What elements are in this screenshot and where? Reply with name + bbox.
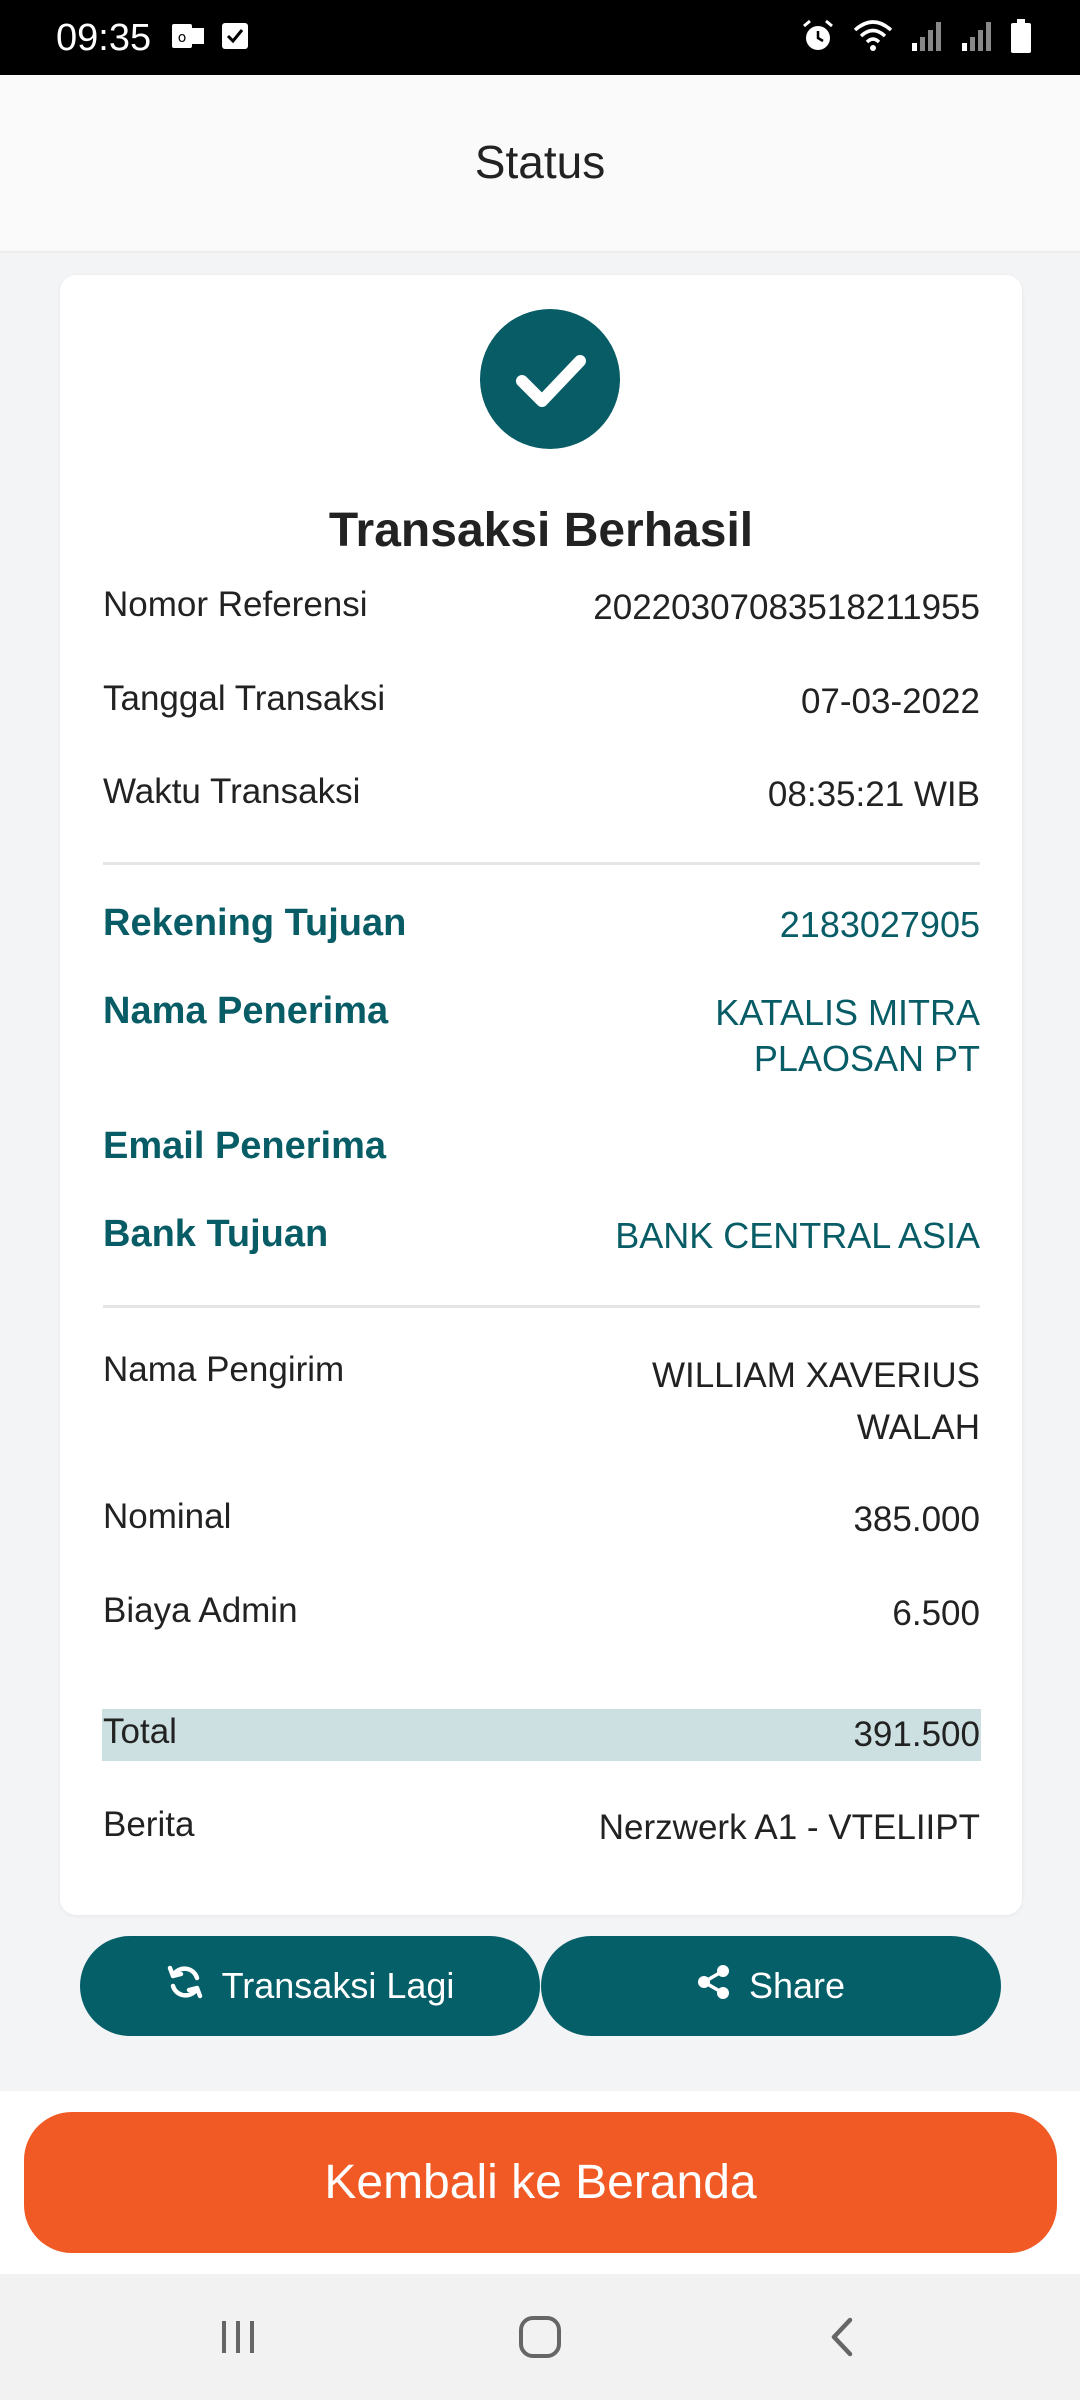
row-value: 20220307083518211955 xyxy=(593,588,980,627)
success-check-icon xyxy=(480,309,620,449)
recent-apps-icon[interactable] xyxy=(198,2304,278,2370)
transaction-status-title: Transaksi Berhasil xyxy=(328,504,754,557)
status-bar xyxy=(0,0,1080,75)
row-value: 07-03-2022 xyxy=(800,682,980,721)
back-nav-icon[interactable] xyxy=(802,2304,882,2370)
row-value-line: WALAH xyxy=(856,1408,980,1447)
row-message xyxy=(103,1805,980,1851)
row-amount xyxy=(103,1497,980,1543)
row-sender-name xyxy=(103,1350,980,1454)
refresh-icon xyxy=(166,1963,204,2010)
outlook-icon xyxy=(170,20,206,57)
repeat-transaction-label: Transaksi Lagi xyxy=(221,1965,455,2006)
divider xyxy=(103,1305,980,1308)
row-total xyxy=(103,1712,980,1758)
row-value: 385.000 xyxy=(853,1500,980,1539)
row-value-line: KATALIS MITRA xyxy=(715,992,980,1033)
checkbox-icon xyxy=(220,20,250,57)
status-left-icons xyxy=(170,20,250,57)
row-label: Nama Pengirim xyxy=(103,1350,345,1389)
row-value: 6.500 xyxy=(892,1594,980,1633)
row-label: Nama Penerima xyxy=(103,990,389,1032)
row-label: Bank Tujuan xyxy=(103,1213,329,1255)
row-value: Nerzwerk A1 - VTELIIPT xyxy=(598,1808,980,1847)
row-admin-fee xyxy=(103,1591,980,1637)
row-value-line: PLAOSAN PT xyxy=(753,1038,980,1079)
content-area xyxy=(0,253,1080,2091)
share-label: Share xyxy=(748,1965,846,2006)
repeat-transaction-button[interactable] xyxy=(80,1936,540,2036)
app-bar xyxy=(0,75,1080,253)
row-label: Nominal xyxy=(103,1497,232,1536)
row-value: 08:35:21 WIB xyxy=(767,775,980,814)
back-to-home-button[interactable]: Kembali ke Beranda xyxy=(24,2112,1057,2253)
share-button[interactable] xyxy=(541,1936,1001,2036)
row-transaction-time xyxy=(103,772,980,818)
row-label: Nomor Referensi xyxy=(103,585,368,624)
share-icon xyxy=(697,1964,731,2009)
row-label: Email Penerima xyxy=(103,1125,387,1167)
row-label: Biaya Admin xyxy=(103,1591,298,1630)
wifi-icon xyxy=(852,18,894,59)
svg-text:o: o xyxy=(177,30,187,46)
row-label: Waktu Transaksi xyxy=(103,772,361,811)
row-value xyxy=(652,1350,980,1454)
page-title: Status xyxy=(474,136,606,188)
row-label: Berita xyxy=(103,1805,195,1844)
row-transaction-date xyxy=(103,679,980,725)
row-value: BANK CENTRAL ASIA xyxy=(615,1215,980,1256)
row-value xyxy=(715,990,980,1082)
alarm-icon xyxy=(800,18,836,59)
status-right-icons xyxy=(800,18,1032,59)
system-nav-bar xyxy=(0,2274,1080,2400)
battery-icon xyxy=(1010,18,1032,59)
row-destination-bank xyxy=(103,1213,980,1259)
row-recipient-name xyxy=(103,990,980,1082)
home-nav-icon[interactable] xyxy=(500,2304,580,2370)
row-label: Tanggal Transaksi xyxy=(103,679,386,718)
row-value: 2183027905 xyxy=(779,904,980,945)
status-time: 09:35 xyxy=(56,17,152,59)
row-value-line: WILLIAM XAVERIUS xyxy=(651,1356,980,1395)
divider xyxy=(103,862,980,865)
receipt-card xyxy=(60,275,1022,1915)
bottom-panel xyxy=(0,2091,1080,2274)
row-label: Rekening Tujuan xyxy=(103,902,407,944)
signal-icon xyxy=(910,19,944,58)
row-label: Total xyxy=(103,1712,177,1751)
row-recipient-email xyxy=(103,1125,980,1168)
signal-icon xyxy=(960,19,994,58)
row-destination-account xyxy=(103,902,980,948)
row-reference-number xyxy=(103,585,980,631)
row-value: 391.500 xyxy=(853,1715,980,1754)
